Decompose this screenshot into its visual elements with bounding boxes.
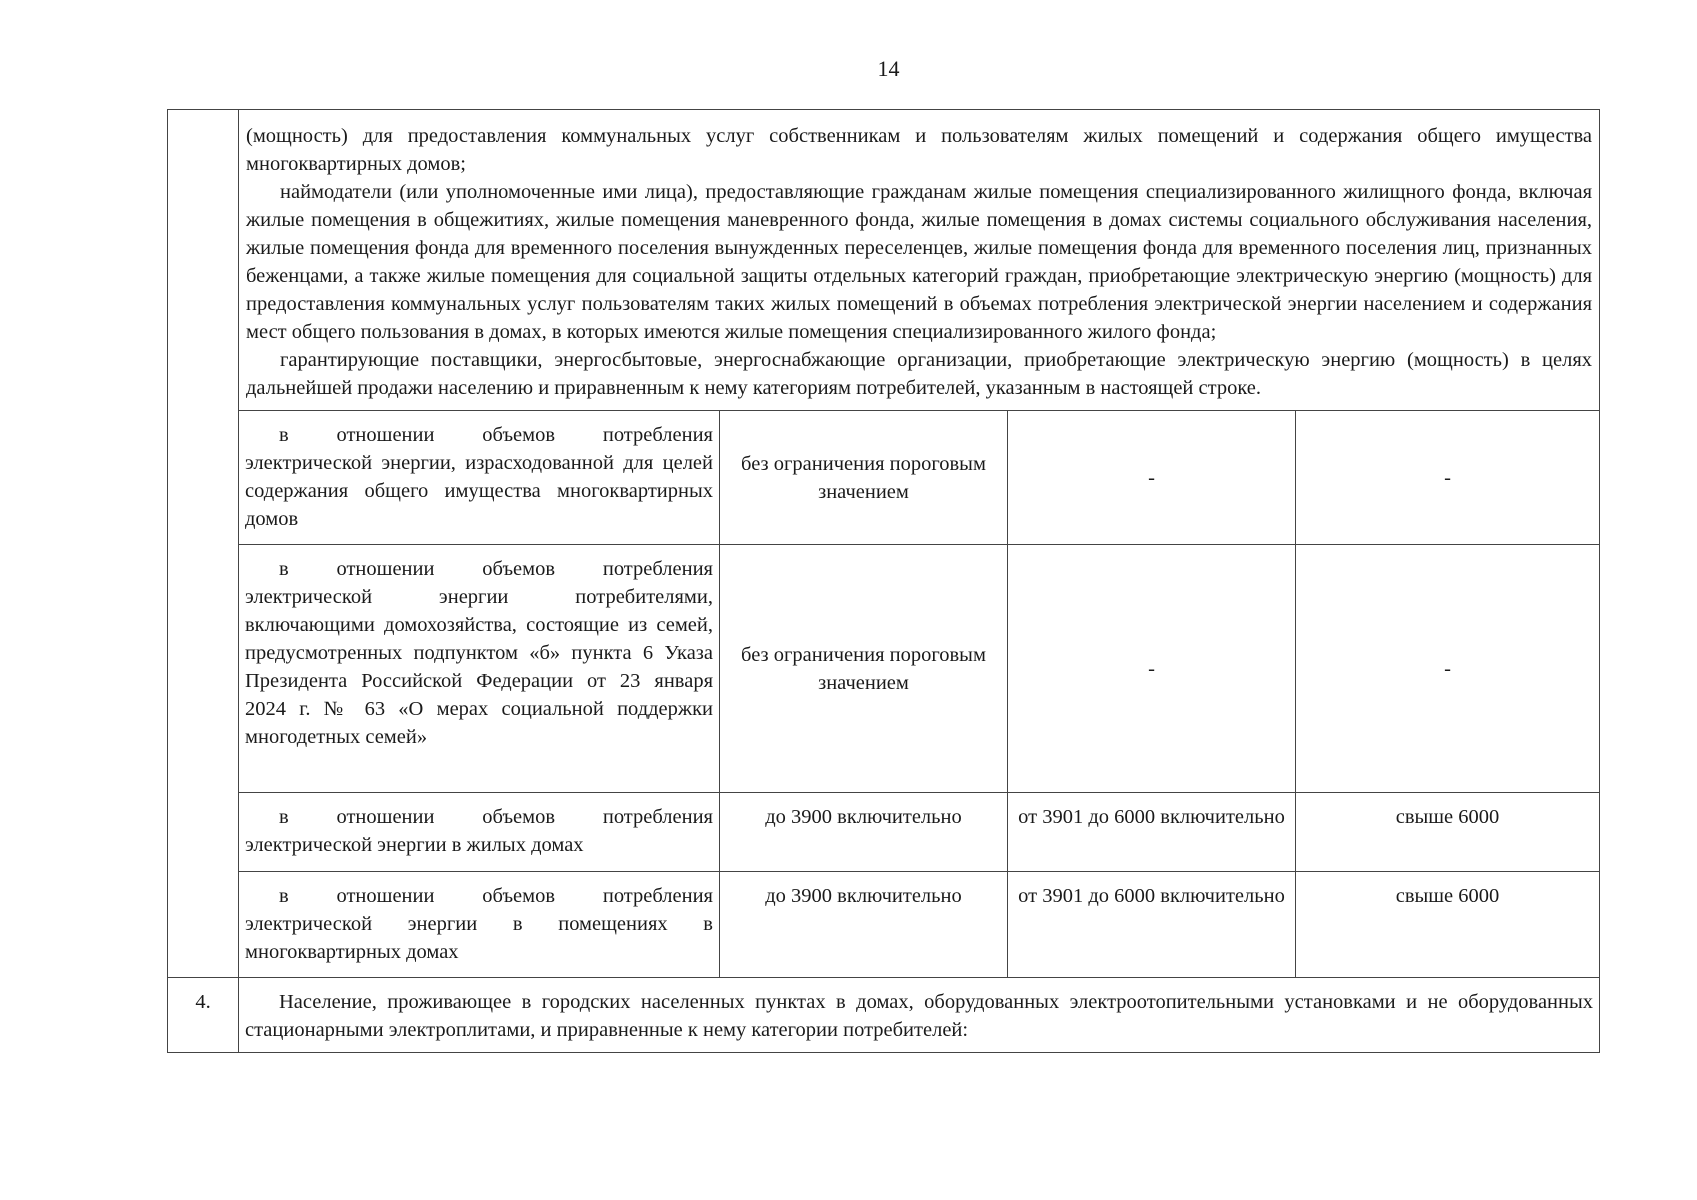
threshold-value-3: - [1296,411,1600,545]
row-description: в отношении объемов потребления электрической энергии потребителями, включающими домохозяйства, состоящие из семей, предусмотренных подпунктом «б» пункта 6 Указа Президента Российской Федерации от 23 января 2024 г. № 63 «О мерах социальной поддержки многодетных семей» [239,545,720,793]
threshold-value-3: свыше 6000 [1296,872,1600,978]
threshold-value-3: свыше 6000 [1296,793,1600,872]
row-description: в отношении объемов потребления электрической энергии в жилых домах [239,793,720,872]
threshold-value-2: - [1008,545,1296,793]
table-row-4 [168,978,1600,1053]
table-row [168,872,1600,978]
threshold-value-1: до 3900 включительно [720,872,1008,978]
row-4-text: Население, проживающее в городских населенных пунктах в домах, оборудованных электроотопительными установками и не оборудованных стационарными электроплитами, и приравненные к нему категории потребителей: [239,978,1600,1053]
threshold-value-2: от 3901 до 6000 включительно [1008,872,1296,978]
tariff-table [167,109,1600,1053]
threshold-value-1: до 3900 включительно [720,793,1008,872]
intro-paragraph-3: гарантирующие поставщики, энергосбытовые, энергоснабжающие организации, приобретающие электрическую энергию (мощность) в целях дальнейшей продажи населению и приравненным к нему категориям потребителей, указанным в настоящей строке. [246,349,1593,399]
page-number: 14 [877,56,900,81]
intro-cell [239,110,1600,411]
threshold-value-3: - [1296,545,1600,793]
threshold-value-2: от 3901 до 6000 включительно [1008,793,1296,872]
threshold-value-2: - [1008,411,1296,545]
table-row-intro [168,110,1600,411]
intro-paragraph-2: наймодатели (или уполномоченные ими лица), предоставляющие гражданам жилые помещения специализированного жилищного фонда, включая жилые помещения в общежитиях, жилые помещения маневренного фонда, жилые помещения в домах системы социального обслуживания населения, жилые помещения фонда для временного поселения вынужденных переселенцев, жилые помещения фонда для временного поселения лиц, признанных беженцами, а также жилые помещения для социальной защиты отдельных категорий граждан, приобретающие электрическую энергию (мощность) для предоставления коммунальных услуг пользователям таких жилых помещений в объемах потребления электрической энергии населением и содержания мест общего пользования в домах, в которых имеются жилые помещения специализированного жилого фонда; [246,181,1593,343]
intro-paragraph-1: (мощность) для предоставления коммунальных услуг собственникам и пользователям жилых помещений и содержания общего имущества многоквартирных домов; [246,125,1593,175]
threshold-value-1: без ограничения пороговым значением [720,545,1008,793]
table-row [168,545,1600,793]
row-description: в отношении объемов потребления электрической энергии в помещениях в многоквартирных домах [239,872,720,978]
threshold-value-1: без ограничения пороговым значением [720,411,1008,545]
row-description: в отношении объемов потребления электрической энергии, израсходованной для целей содержания общего имущества многоквартирных домов [239,411,720,545]
row-number: 4. [168,978,239,1053]
row-number-cell-empty [168,110,239,978]
table-row [168,411,1600,545]
table-row [168,793,1600,872]
